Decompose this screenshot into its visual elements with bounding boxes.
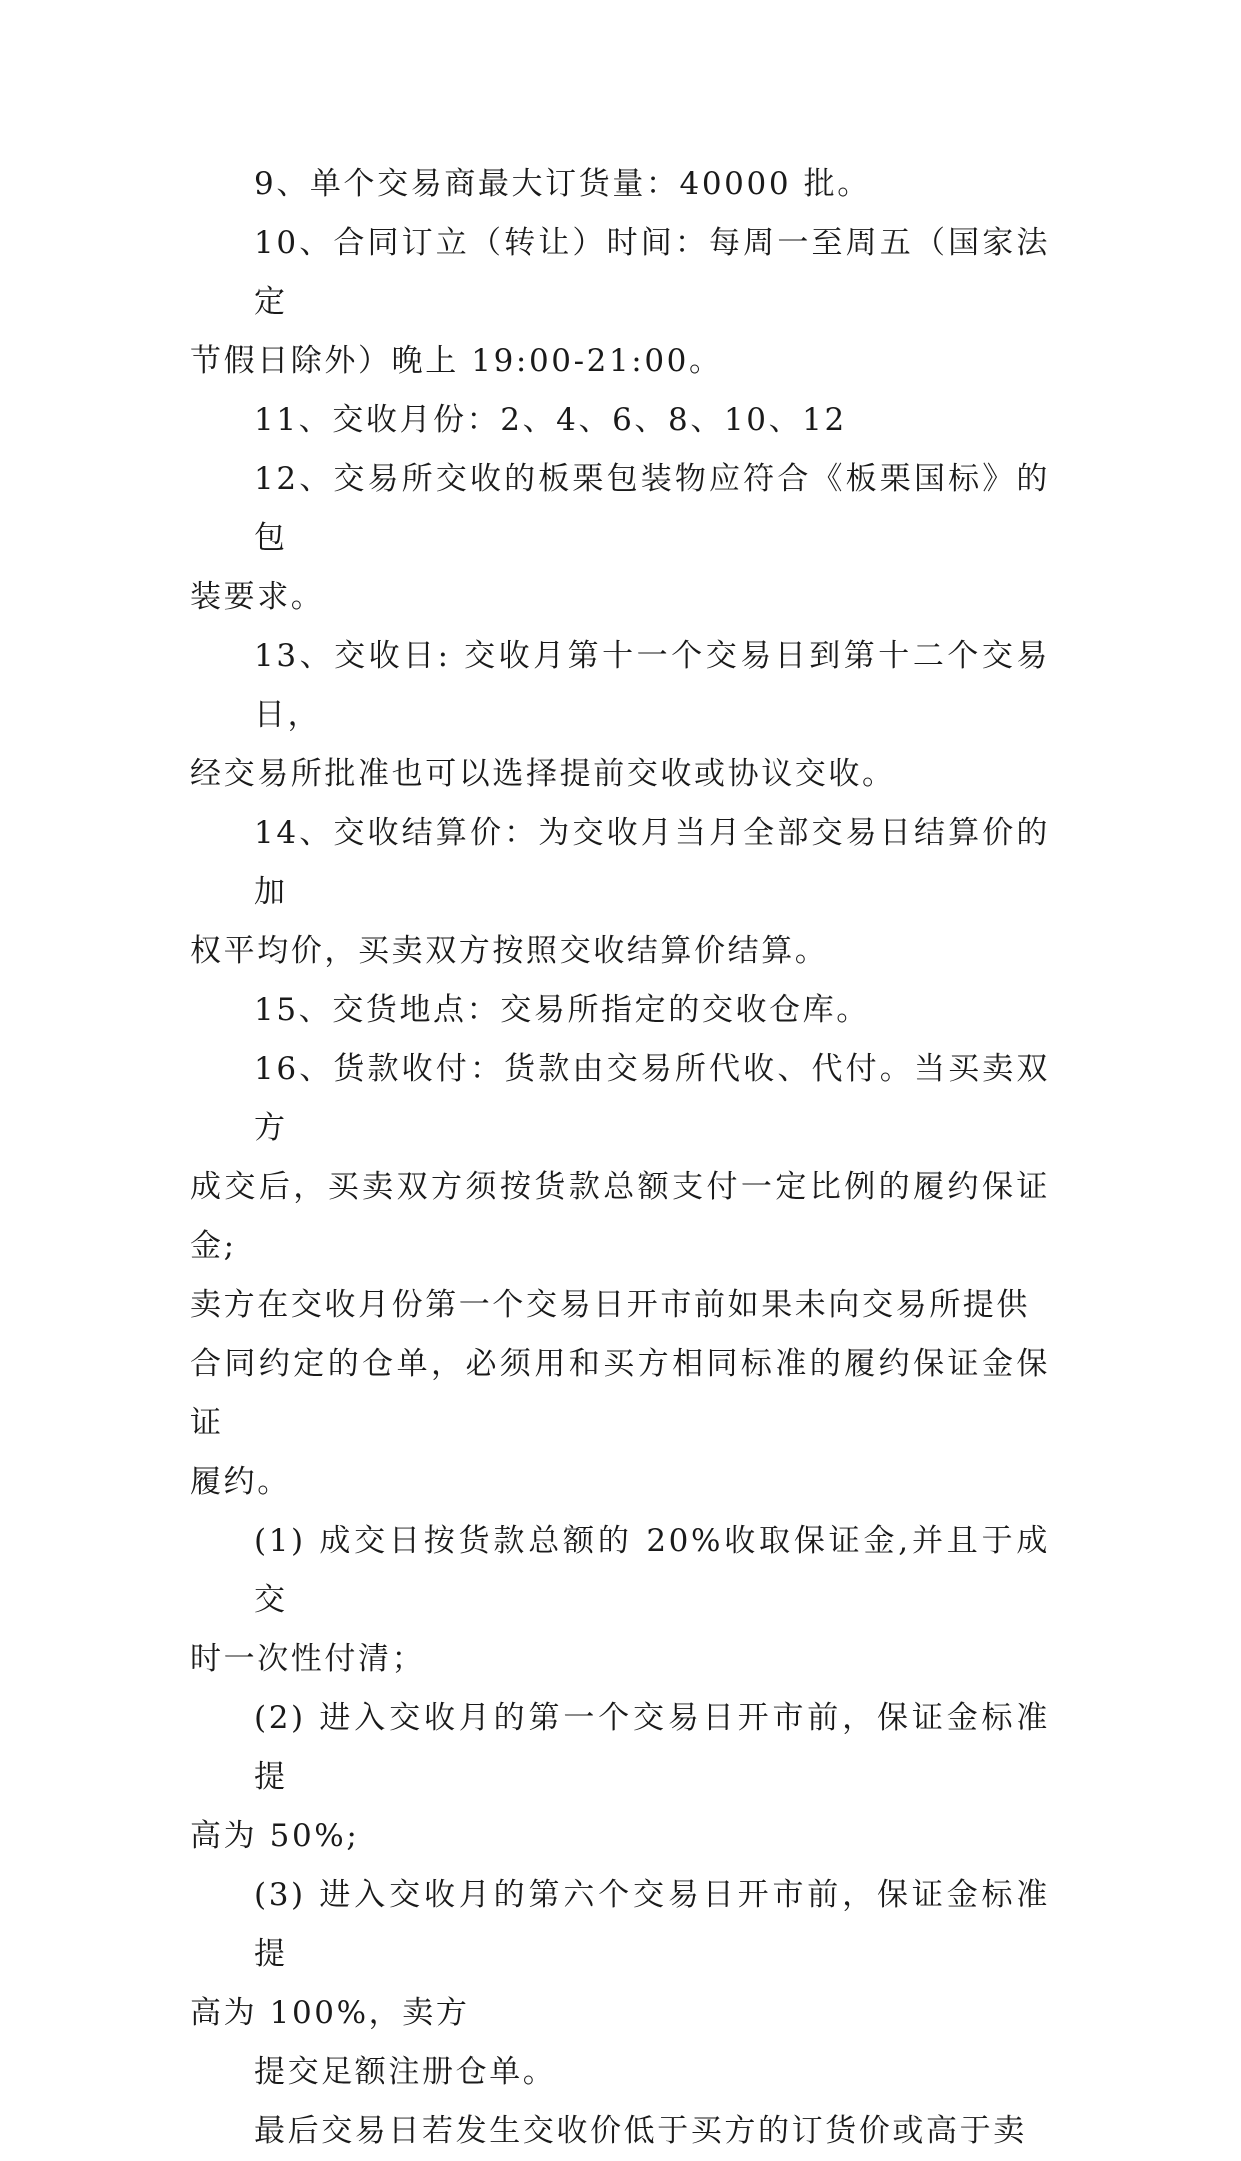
text-line: (2) 进入交收月的第一个交易日开市前，保证金标准提 (254, 1700, 1050, 1795)
paragraph-payment (190, 1040, 1050, 1512)
text-line: 履约。 (190, 1464, 291, 1500)
paragraph-margin-3 (190, 1866, 1050, 2043)
text-line: 15、交货地点：交易所指定的交收仓库。 (254, 992, 870, 1028)
paragraph-delivery-location (190, 981, 1050, 1040)
text-line: 合同约定的仓单，必须用和买方相同标准的履约保证金保证 (190, 1346, 1050, 1441)
text-line: 成交后，买卖双方须按货款总额支付一定比例的履约保证金; (190, 1169, 1050, 1264)
paragraph-settlement-price (190, 804, 1050, 981)
paragraph-last-trading-day (190, 2102, 1050, 2161)
text-line: 卖方在交收月份第一个交易日开市前如果未向交易所提供 (190, 1287, 1030, 1323)
text-line: 时一次性付清； (190, 1641, 426, 1677)
paragraph-delivery-months (190, 391, 1050, 450)
paragraph-contract-time (190, 214, 1050, 391)
paragraph-packaging (190, 450, 1050, 627)
text-line: 装要求。 (190, 579, 325, 615)
paragraph-margin-1 (190, 1512, 1050, 1689)
text-line: 13、交收日: 交收月第十一个交易日到第十二个交易日， (254, 638, 1050, 733)
text-line: 10、合同订立（转让）时间：每周一至周五（国家法定 (254, 225, 1050, 320)
paragraph-submit-warrant (190, 2043, 1050, 2102)
paragraph-max-order (190, 155, 1050, 214)
paragraph-margin-2 (190, 1689, 1050, 1866)
document-page (190, 155, 1050, 2161)
text-line: 9、单个交易商最大订货量：40000 批。 (254, 166, 871, 202)
text-line: 节假日除外）晚上 19:00-21:00。 (190, 343, 723, 379)
text-line: 最后交易日若发生交收价低于买方的订货价或高于卖 (254, 2113, 1027, 2149)
text-line: 14、交收结算价：为交收月当月全部交易日结算价的加 (254, 815, 1050, 910)
text-line: 16、货款收付：货款由交易所代收、代付。当买卖双方 (254, 1051, 1050, 1146)
text-line: 经交易所批准也可以选择提前交收或协议交收。 (190, 756, 896, 792)
text-line: (1) 成交日按货款总额的 20%收取保证金,并且于成交 (254, 1523, 1050, 1618)
text-line: 12、交易所交收的板栗包装物应符合《板栗国标》的包 (254, 461, 1050, 556)
text-line: 高为 100%，卖方 (190, 1995, 470, 2031)
text-line: (3) 进入交收月的第六个交易日开市前，保证金标准提 (254, 1877, 1050, 1972)
text-line: 权平均价，买卖双方按照交收结算价结算。 (190, 933, 829, 969)
text-line: 提交足额注册仓单。 (254, 2054, 557, 2090)
text-line: 高为 50%; (190, 1818, 360, 1854)
paragraph-delivery-day (190, 627, 1050, 804)
text-line: 11、交收月份：2、4、6、8、10、12 (254, 402, 847, 438)
